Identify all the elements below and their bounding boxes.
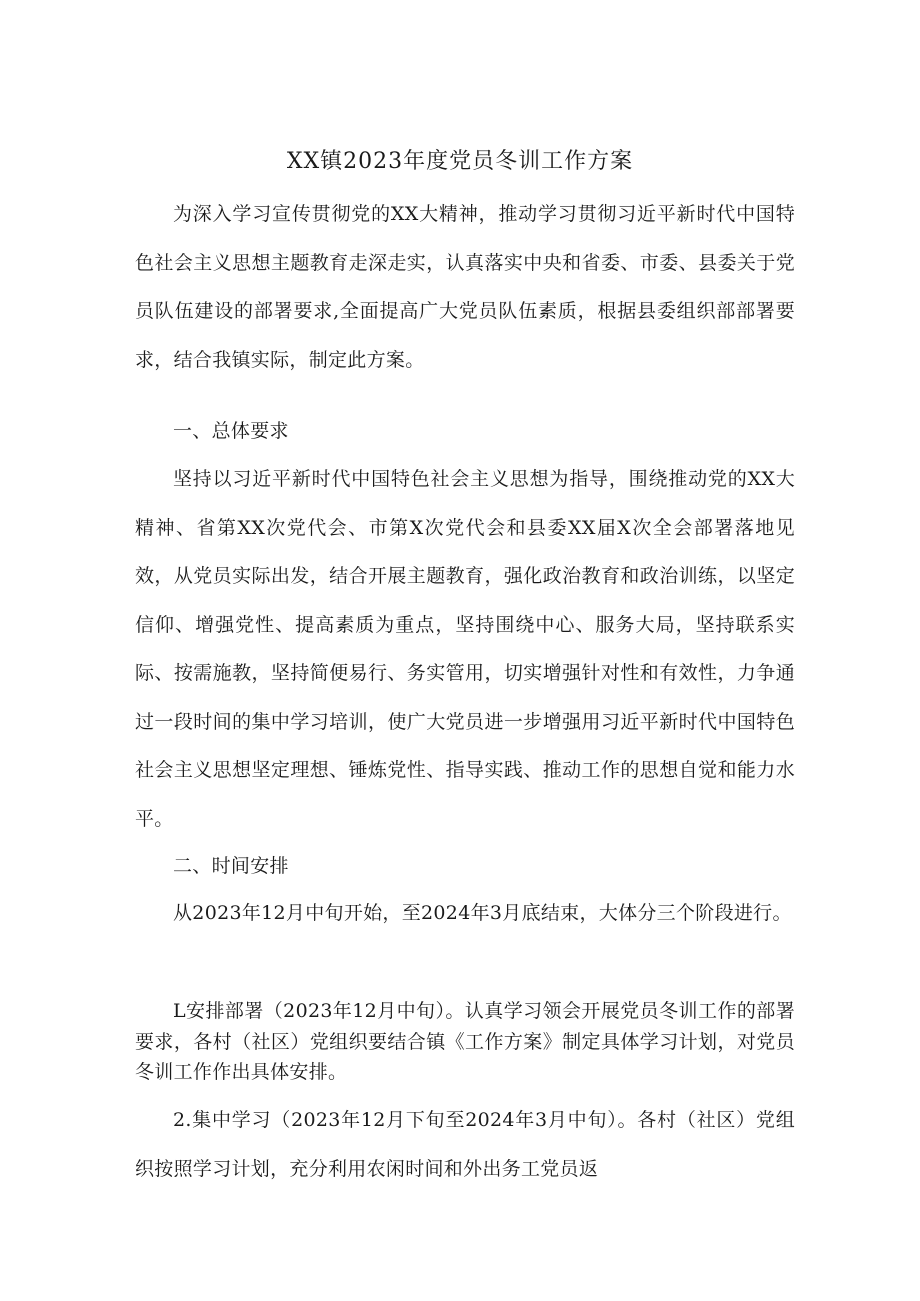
- section-heading-general-requirements: 一、总体要求: [173, 420, 289, 442]
- intro-paragraph: 为深入学习宣传贯彻党的XX大精神，推动学习贯彻习近平新时代中国特色社会主义思想主题教育走深走实，认真落实中央和省委、市委、县委关于党员队伍建设的部署要求,全面提高广大党员队伍素质，根据县委组织部部署要求，结合我镇实际，制定此方案。: [135, 203, 795, 371]
- stage-two-paragraph: 2.集中学习（2023年12月下旬至2024年3月中旬）。各村（社区）党组织按照学习计划，充分利用农闲时间和外出务工党员返: [135, 1109, 795, 1180]
- document-title: XX镇2023年度党员冬训工作方案: [286, 149, 634, 174]
- stage-one-paragraph: L安排部署（2023年12月中旬）。认真学习领会开展党员冬训工作的部署要求，各村（社区）党组织要结合镇《工作方案》制定具体学习计划，对党员冬训工作作出具体安排。: [135, 1000, 795, 1083]
- section-heading-schedule: 二、时间安排: [173, 855, 289, 877]
- general-requirements-paragraph: 坚持以习近平新时代中国特色社会主义思想为指导，围绕推动党的XX大精神、省第XX次党代会、市第X次党代会和县委XX届X次全会部署落地见效，从党员实际出发，结合开展主题教育，强化政治教育和政治训练，以坚定信仰、增强党性、提高素质为重点，坚持围绕中心、服务大局，坚持联系实际、按需施教，坚持简便易行、务实管用，切实增强针对性和有效性，力争通过一段时间的集中学习培训，使广大党员进一步增强用习近平新时代中国特色社会主义思想坚定理想、锤炼党性、指导实践、推动工作的思想自觉和能力水平。: [135, 468, 795, 830]
- schedule-paragraph: 从2023年12月中旬开始，至2024年3月底结束，大体分三个阶段进行。: [173, 902, 792, 924]
